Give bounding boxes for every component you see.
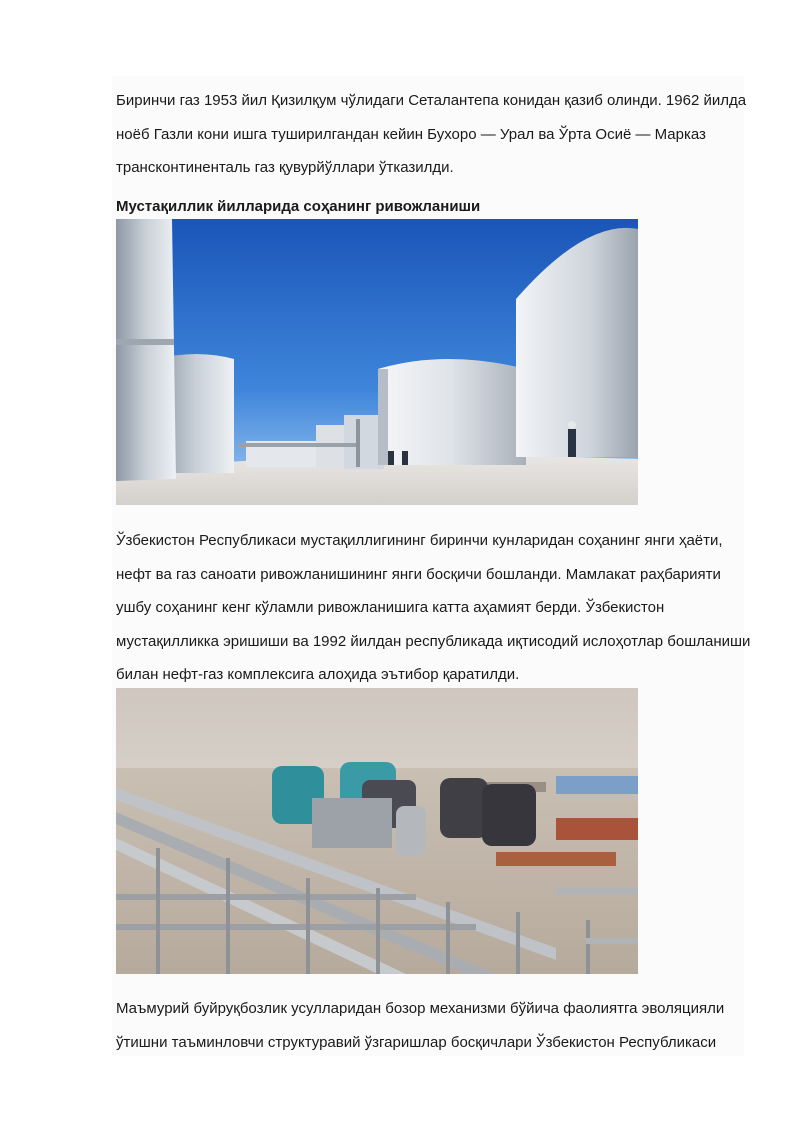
text-line: Биринчи газ 1953 йил Қизилқум чўлидаги Сеталантепа конидан қазиб олинди. 1962 йилда bbox=[116, 92, 747, 109]
text-line: трансконтиненталь газ қувурйўллари ўтказилди. bbox=[116, 159, 454, 176]
text-line: Ўзбекистон Республикаси мустақиллигининг биринчи кунларидан соҳанинг янги ҳаёти, bbox=[116, 532, 723, 549]
paragraph-structural-changes bbox=[116, 992, 746, 1059]
photo-processing-plant bbox=[116, 688, 638, 974]
text-line: билан нефт-газ комплексига алоҳида эътибор қаратилди. bbox=[116, 666, 520, 683]
paragraph-history bbox=[116, 84, 746, 185]
text-line: нефт ва газ саноати ривожланишининг янги босқичи бошланди. Мамлакат раҳбарияти bbox=[116, 565, 721, 583]
storage-tanks-illustration bbox=[116, 219, 638, 505]
text-line: мустақилликка эришиши ва 1992 йилдан республикада иқтисодий ислоҳотлар бошланиши bbox=[116, 632, 751, 650]
processing-plant-illustration bbox=[116, 688, 638, 974]
section-heading: Мустақиллик йилларида соҳанинг ривожланиши bbox=[116, 198, 481, 215]
text-line: ўтишни таъминловчи структуравий ўзгаришлар босқичлари Ўзбекистон Республикаси bbox=[116, 1033, 717, 1051]
text-line: Маъмурий буйруқбозлик усулларидан бозор механизми бўйича фаолиятга эволяцияли bbox=[116, 1000, 725, 1017]
photo-storage-tanks bbox=[116, 219, 638, 505]
paragraph-independence bbox=[116, 524, 751, 692]
text-line: ушбу соҳанинг кенг кўламли ривожланишига катта аҳамият берди. Ўзбекистон bbox=[116, 599, 665, 616]
text-line: ноёб Газли кони ишга туширилгандан кейин Бухоро — Урал ва Ўрта Осиё — Марказ bbox=[116, 125, 706, 143]
